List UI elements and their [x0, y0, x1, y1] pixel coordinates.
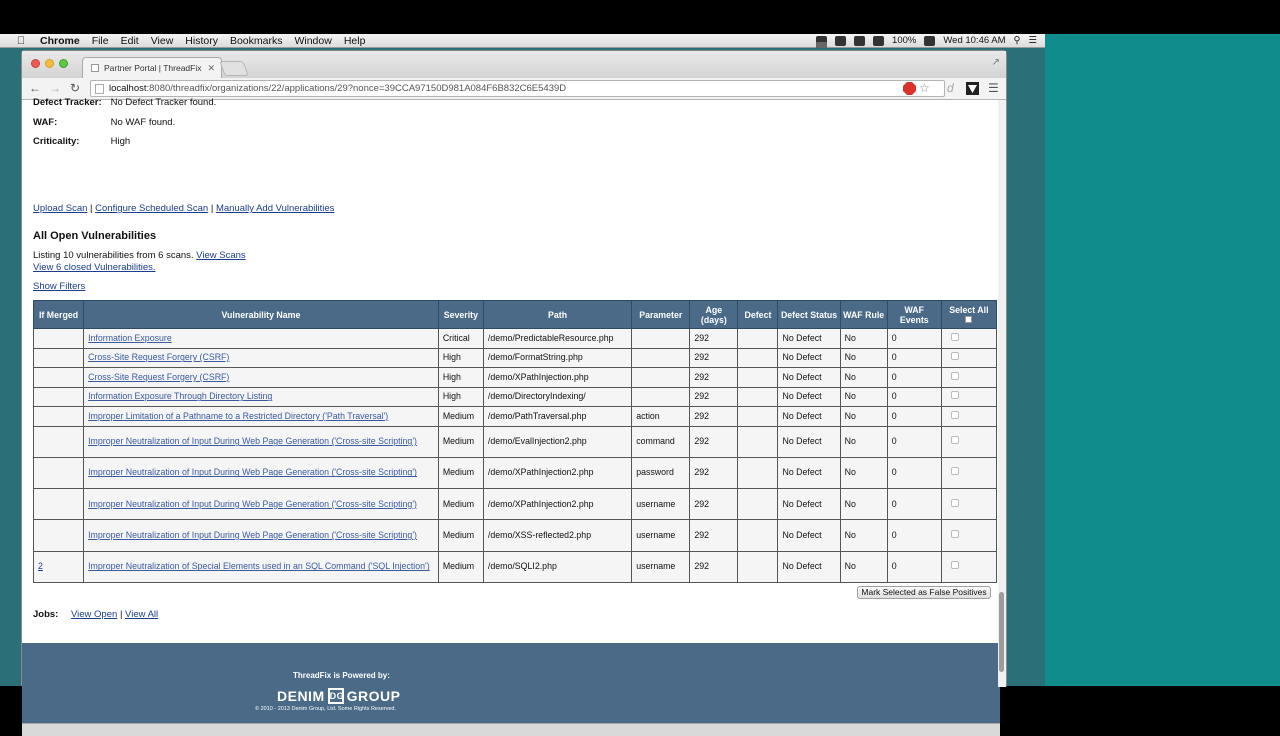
adblock-icon[interactable]: [903, 82, 916, 95]
vulnerability-name-cell: [84, 368, 439, 388]
row-checkbox[interactable]: [951, 411, 959, 419]
vulnerability-name-cell: [84, 457, 439, 488]
bookmark-star-icon[interactable]: ☆: [919, 81, 930, 95]
vulnerability-name-cell: [84, 407, 439, 427]
waf-events-cell: 0: [887, 329, 941, 349]
select-cell: [941, 407, 996, 427]
merged-cell: [34, 426, 84, 457]
parameter-cell: username: [632, 520, 690, 551]
merged-count-link[interactable]: 2: [38, 561, 43, 572]
select-cell: [941, 387, 996, 407]
row-checkbox[interactable]: [951, 530, 959, 538]
merged-cell: [34, 407, 84, 427]
defect-status-cell: No Defect: [778, 387, 840, 407]
configure-scheduled-scan-link[interactable]: Configure Scheduled Scan: [95, 203, 209, 214]
separator: |: [90, 203, 93, 214]
wifi-icon[interactable]: [873, 36, 884, 46]
parameter-cell: username: [632, 489, 690, 520]
table-row: [34, 387, 997, 407]
status-area: [816, 35, 1045, 46]
vulnerability-link[interactable]: Improper Neutralization of Special Elements used in an SQL Command ('SQL Injection'): [88, 561, 430, 572]
criticality-value: High: [110, 136, 131, 147]
back-icon[interactable]: ←: [29, 81, 41, 95]
browser-window: [21, 50, 1007, 712]
merged-cell: [34, 387, 84, 407]
defect-cell: [738, 407, 778, 427]
defect-cell: [738, 489, 778, 520]
select-cell: [941, 368, 996, 388]
minimize-window-icon[interactable]: [45, 59, 54, 68]
notification-center-icon[interactable]: ☰: [1028, 35, 1037, 46]
section-title: All Open Vulnerabilities: [33, 230, 157, 242]
row-checkbox[interactable]: [951, 499, 959, 507]
waf-rule-cell: No: [840, 387, 887, 407]
select-all-label: Select All: [949, 304, 989, 315]
tab-close-icon[interactable]: ✕: [207, 62, 215, 73]
age-cell: 292: [690, 329, 738, 349]
waf-rule-cell: No: [840, 520, 887, 551]
waf-events-cell: 0: [887, 520, 941, 551]
path-cell: /demo/PathTraversal.php: [483, 407, 631, 427]
defect-status-cell: No Defect: [778, 348, 840, 368]
select-cell: [941, 520, 996, 551]
vulnerability-link[interactable]: Information Exposure Through Directory Listing: [88, 391, 273, 402]
age-cell: 292: [690, 368, 738, 388]
menu-app-name[interactable]: Chrome: [40, 34, 80, 47]
os-menubar: [0, 34, 1045, 48]
tab-title: Partner Portal | ThreadFix: [104, 63, 202, 73]
table-row: [34, 489, 997, 520]
column-header-severity[interactable]: Severity: [438, 301, 483, 329]
parameter-cell: [632, 329, 690, 349]
time-machine-icon[interactable]: [854, 36, 865, 46]
battery-icon[interactable]: [924, 36, 935, 46]
defect-status-cell: No Defect: [778, 489, 840, 520]
copyright-text: © 2010 - 2013 Denim Group, Ltd. Some Rights Reserved.: [255, 706, 397, 712]
severity-cell: Medium: [438, 457, 483, 488]
view-open-jobs-link[interactable]: View Open: [70, 609, 118, 620]
listing-text: Listing 10 vulnerabilities from 6 scans.: [33, 250, 194, 261]
application-actions: [33, 203, 334, 214]
new-tab-button[interactable]: [219, 61, 248, 76]
tab-favicon-icon: [91, 64, 99, 72]
separator: |: [210, 203, 214, 214]
url-host: localhost: [109, 83, 147, 94]
parameter-cell: action: [632, 407, 690, 427]
vulnerability-name-cell: [84, 348, 439, 368]
table-row: [34, 426, 997, 457]
merged-cell: [34, 520, 84, 551]
menu-item-file[interactable]: File: [91, 34, 109, 47]
path-cell: /demo/XPathInjection2.php: [483, 457, 631, 488]
defect-cell: [738, 368, 778, 388]
menu-item-edit[interactable]: Edit: [120, 34, 139, 47]
powered-by-text: ThreadFix is Powered by:: [293, 671, 390, 680]
age-cell: 292: [690, 348, 738, 368]
age-cell: 292: [690, 457, 738, 488]
defect-status-cell: No Defect: [778, 407, 840, 427]
defect-cell: [738, 551, 778, 582]
vulnerability-name-cell: [84, 329, 439, 349]
column-header-waf-rule[interactable]: WAF Rule: [840, 301, 887, 329]
battery-percent[interactable]: 100%: [892, 35, 917, 46]
defect-status-cell: No Defect: [778, 551, 840, 582]
vulnerability-link[interactable]: Improper Neutralization of Input During Web Page Generation ('Cross-site Scripting'): [88, 436, 417, 447]
waf-events-cell: 0: [887, 551, 941, 582]
path-cell: /demo/FormatString.php: [483, 348, 631, 368]
table-header-row: [34, 301, 997, 329]
age-cell: 292: [690, 489, 738, 520]
severity-cell: Medium: [438, 426, 483, 457]
page-footer: [22, 643, 1000, 723]
waf-value: No WAF found.: [110, 117, 176, 128]
waf-events-cell: 0: [887, 368, 941, 388]
defect-status-cell: No Defect: [778, 520, 840, 551]
jobs-row: [33, 609, 158, 620]
close-window-icon[interactable]: [31, 59, 40, 68]
defect-status-cell: No Defect: [778, 426, 840, 457]
separator: |: [119, 609, 123, 620]
address-bar[interactable]: [90, 80, 945, 97]
menubar-clock[interactable]: Wed 10:46 AM: [943, 35, 1006, 46]
select-cell: [941, 329, 996, 349]
status-app-icon[interactable]: [835, 36, 846, 46]
criticality-label: Criticality:: [33, 136, 80, 147]
select-all-checkbox[interactable]: [965, 316, 972, 323]
view-closed-vulnerabilities-link[interactable]: View 6 closed Vulnerabilities.: [33, 262, 156, 273]
vulnerability-name-cell: [84, 426, 439, 457]
severity-cell: Medium: [438, 520, 483, 551]
waf-events-cell: 0: [887, 489, 941, 520]
vulnerability-link[interactable]: Cross-Site Request Forgery (CSRF): [88, 352, 230, 363]
jobs-label: Jobs:: [33, 609, 59, 620]
chrome-menu-icon[interactable]: ☰: [988, 81, 999, 95]
age-cell: 292: [690, 426, 738, 457]
parameter-cell: password: [632, 457, 690, 488]
vulnerability-link[interactable]: Improper Neutralization of Input During Web Page Generation ('Cross-site Scripting'): [88, 498, 417, 509]
age-cell: 292: [690, 387, 738, 407]
merged-cell: [34, 551, 84, 582]
column-header-waf-events[interactable]: WAF Events: [887, 301, 941, 329]
vertical-scrollbar[interactable]: [998, 100, 1006, 687]
path-cell: /demo/XPathInjection2.php: [483, 489, 631, 520]
waf-rule-cell: No: [840, 551, 887, 582]
table-row: [34, 457, 997, 488]
vulnerability-name-cell: [84, 520, 439, 551]
waf-row: [33, 117, 175, 128]
column-header-parameter[interactable]: Parameter: [632, 301, 690, 329]
waf-events-cell: 0: [887, 426, 941, 457]
row-checkbox[interactable]: [951, 467, 959, 475]
show-filters-link[interactable]: Show Filters: [33, 281, 86, 292]
vulnerability-name-cell: [84, 551, 439, 582]
extension-d-icon[interactable]: d: [947, 81, 954, 95]
row-checkbox[interactable]: [951, 436, 959, 444]
zoom-window-icon[interactable]: [59, 59, 68, 68]
age-cell: 292: [690, 520, 738, 551]
vulnerability-link[interactable]: Improper Neutralization of Input During Web Page Generation ('Cross-site Scripting'): [88, 467, 417, 478]
path-cell: /demo/SQLI2.php: [483, 551, 631, 582]
apple-icon[interactable]: [14, 35, 28, 47]
criticality-row: [33, 136, 130, 147]
waf-label: WAF:: [33, 117, 58, 128]
extension-v-icon[interactable]: [966, 82, 979, 95]
view-closed-row: [33, 262, 156, 273]
waf-rule-cell: No: [840, 426, 887, 457]
column-header-age[interactable]: Age (days): [690, 301, 738, 329]
filters-row: [33, 281, 85, 292]
severity-cell: Critical: [438, 329, 483, 349]
defect-tracker-value: No Defect Tracker found.: [110, 97, 217, 108]
column-header-defect-status[interactable]: Defect Status: [778, 301, 840, 329]
vulnerability-name-cell: [84, 387, 439, 407]
waf-rule-cell: No: [840, 329, 887, 349]
defect-tracker-label: Defect Tracker:: [33, 97, 102, 108]
browser-tab[interactable]: [82, 57, 222, 78]
vulnerability-link[interactable]: Improper Neutralization of Input During Web Page Generation ('Cross-site Scripting'): [88, 530, 417, 541]
vulnerability-link[interactable]: Information Exposure: [88, 332, 172, 343]
path-cell: /demo/XSS-reflected2.php: [483, 520, 631, 551]
waf-rule-cell: No: [840, 368, 887, 388]
mark-false-positives-button[interactable]: Mark Selected as False Positives: [857, 586, 991, 599]
table-row: [34, 407, 997, 427]
menu-item-bookmarks[interactable]: Bookmarks: [229, 34, 283, 47]
waf-rule-cell: No: [840, 457, 887, 488]
path-cell: /demo/DirectoryIndexing/: [483, 387, 631, 407]
denim-group-logo[interactable]: [277, 688, 400, 704]
row-checkbox[interactable]: [951, 561, 959, 569]
defect-status-cell: No Defect: [778, 329, 840, 349]
menu-item-view[interactable]: View: [150, 34, 174, 47]
merged-cell: [34, 348, 84, 368]
column-header-if-merged[interactable]: If Merged: [34, 301, 84, 329]
waf-rule-cell: No: [840, 348, 887, 368]
fullscreen-icon[interactable]: ↗: [991, 57, 1000, 68]
column-header-path[interactable]: Path: [483, 301, 631, 329]
severity-cell: High: [438, 348, 483, 368]
row-checkbox[interactable]: [951, 352, 959, 360]
path-cell: /demo/XPathInjection.php: [483, 368, 631, 388]
merged-cell: [34, 457, 84, 488]
parameter-cell: username: [632, 551, 690, 582]
severity-cell: High: [438, 368, 483, 388]
waf-events-cell: 0: [887, 457, 941, 488]
logo-mark: DG: [328, 688, 344, 704]
url-path: :8080/threadfix/organizations/22/applications/29?nonce=39CCA97150D981A084F6B832C6E5439D: [146, 83, 567, 94]
path-cell: /demo/EvalInjection2.php: [483, 426, 631, 457]
waf-events-cell: 0: [887, 387, 941, 407]
page-content: [22, 97, 1000, 712]
defect-tracker-row: [33, 97, 216, 108]
table-row: [34, 520, 997, 551]
parameter-cell: [632, 387, 690, 407]
desktop-background: [1045, 34, 1280, 686]
browser-titlebar: [22, 51, 1006, 78]
table-row: [34, 368, 997, 388]
merged-cell: [34, 329, 84, 349]
view-all-jobs-link[interactable]: View All: [125, 609, 159, 620]
table-row: [34, 348, 997, 368]
defect-cell: [738, 387, 778, 407]
reload-icon[interactable]: ↻: [69, 81, 81, 95]
menu-item-window[interactable]: Window: [294, 34, 332, 47]
vulnerability-name-cell: [84, 489, 439, 520]
logo-text-left: DENIM: [277, 688, 325, 704]
waf-events-cell: 0: [887, 348, 941, 368]
table-row: [34, 329, 997, 349]
defect-status-cell: No Defect: [778, 457, 840, 488]
select-cell: [941, 348, 996, 368]
parameter-cell: [632, 368, 690, 388]
select-cell: [941, 489, 996, 520]
defect-cell: [738, 426, 778, 457]
menu-item-help[interactable]: Help: [343, 34, 366, 47]
column-header-select-all: [941, 301, 996, 329]
defect-cell: [738, 457, 778, 488]
row-checkbox[interactable]: [951, 391, 959, 399]
waf-rule-cell: No: [840, 489, 887, 520]
column-header-defect[interactable]: Defect: [738, 301, 778, 329]
waf-rule-cell: No: [840, 407, 887, 427]
defect-cell: [738, 329, 778, 349]
table-row: [34, 551, 997, 582]
defect-status-cell: No Defect: [778, 368, 840, 388]
severity-cell: Medium: [438, 407, 483, 427]
select-cell: [941, 426, 996, 457]
age-cell: 292: [690, 407, 738, 427]
vulnerability-link[interactable]: Improper Limitation of a Pathname to a Restricted Directory ('Path Traversal'): [88, 410, 389, 421]
vulnerability-link[interactable]: Cross-Site Request Forgery (CSRF): [88, 371, 230, 382]
path-cell: /demo/PredictableResource.php: [483, 329, 631, 349]
forward-icon[interactable]: →: [49, 81, 61, 95]
row-checkbox[interactable]: [951, 372, 959, 380]
listing-summary: [33, 250, 246, 261]
select-cell: [941, 457, 996, 488]
footer-bottom-bar: [22, 723, 1000, 736]
merged-cell: [34, 489, 84, 520]
view-scans-link[interactable]: View Scans: [196, 250, 246, 261]
upload-scan-link[interactable]: Upload Scan: [33, 203, 88, 214]
scrollbar-thumb[interactable]: [999, 592, 1004, 672]
parameter-cell: [632, 348, 690, 368]
column-header-vulnerability-name[interactable]: Vulnerability Name: [84, 301, 439, 329]
logo-text-right: GROUP: [346, 688, 401, 704]
spotlight-icon[interactable]: ⚲: [1013, 35, 1021, 46]
defect-cell: [738, 348, 778, 368]
vulnerability-table: [33, 300, 997, 583]
menu-item-history[interactable]: History: [185, 34, 218, 47]
select-cell: [941, 551, 996, 582]
parameter-cell: command: [632, 426, 690, 457]
severity-cell: Medium: [438, 489, 483, 520]
defect-cell: [738, 520, 778, 551]
severity-cell: High: [438, 387, 483, 407]
merged-cell: [34, 368, 84, 388]
page-icon: [95, 84, 104, 94]
row-checkbox[interactable]: [951, 333, 959, 341]
waf-events-cell: 0: [887, 407, 941, 427]
manually-add-vulnerabilities-link[interactable]: Manually Add Vulnerabilities: [215, 203, 335, 214]
age-cell: 292: [690, 551, 738, 582]
severity-cell: Medium: [438, 551, 483, 582]
